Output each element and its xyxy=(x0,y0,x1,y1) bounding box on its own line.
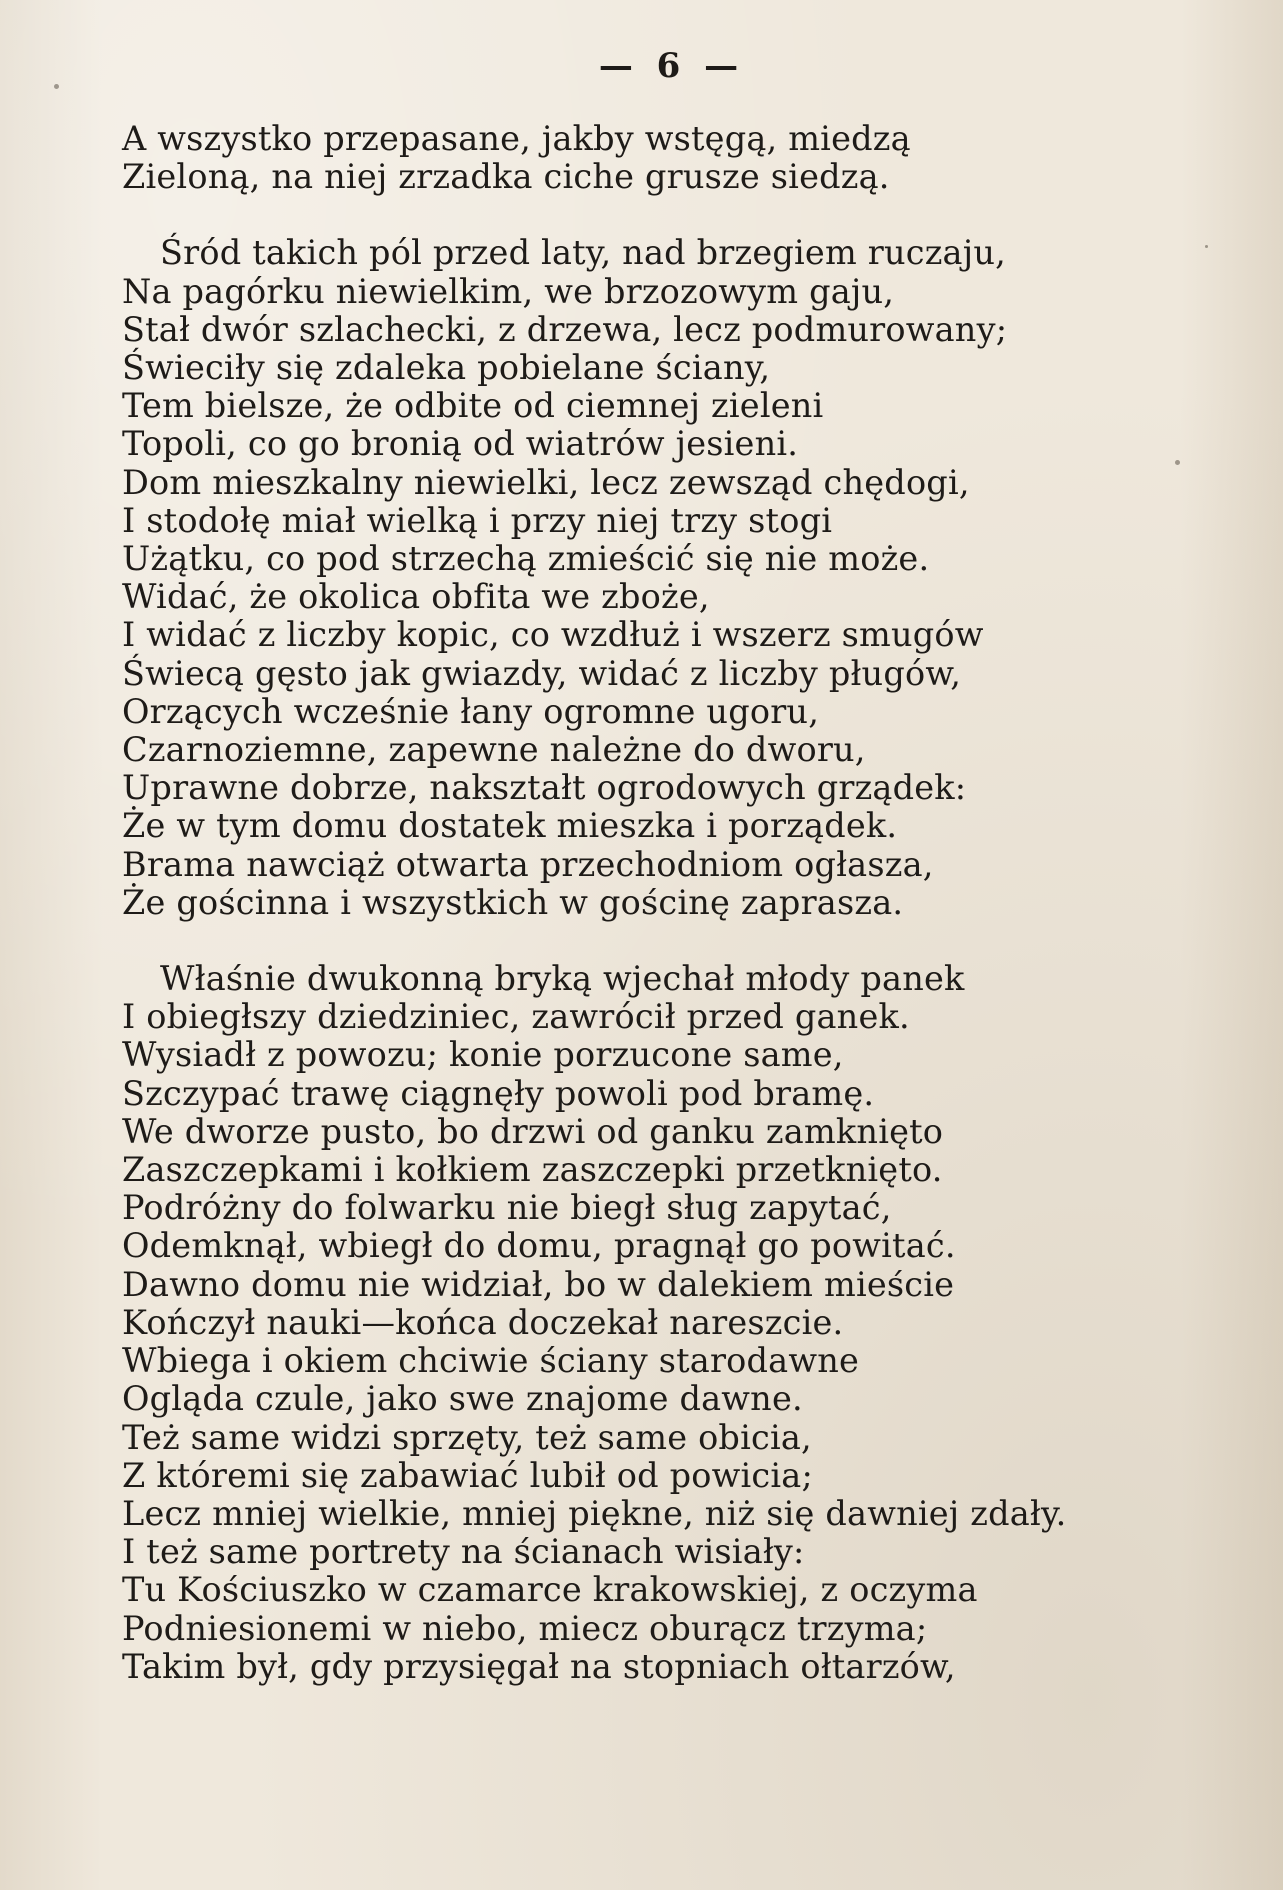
poem-line: Orzących wcześnie łany ogromne ugoru, xyxy=(122,691,820,731)
poem-line: Że gościnna i wszystkich w gościnę zaprasza. xyxy=(122,882,904,922)
poem-line: Świeciły się zdaleka pobielane ściany, xyxy=(122,348,771,388)
poem-line: Stał dwór szlachecki, z drzewa, lecz podmurowany; xyxy=(122,309,1008,349)
poem-text xyxy=(122,120,1242,1686)
poem-line: Wysiadł z powozu; konie porzucone same, xyxy=(122,1035,844,1075)
poem-line: I stodołę miał wielką i przy niej trzy stogi xyxy=(122,500,833,540)
poem-line: I widać z liczby kopic, co wzdłuż i wszerz smugów xyxy=(122,615,984,655)
poem-line: Lecz mniej wielkie, mniej piękne, niż się dawniej zdały. xyxy=(122,1493,1067,1533)
poem-line: Odemknął, wbiegł do domu, pragnął go powitać. xyxy=(122,1226,956,1266)
poem-line: Widać, że okolica obfita we zboże, xyxy=(122,577,710,617)
poem-line: A wszystko przepasane, jakby wstęgą, miedzą xyxy=(122,119,911,158)
stanza-2 xyxy=(122,234,1242,922)
stanza-1 xyxy=(122,120,1242,196)
poem-line: Podniesionemi w niebo, miecz oburącz trzyma; xyxy=(122,1608,928,1648)
paper-speck xyxy=(1175,460,1180,465)
poem-line: I obiegłszy dziedziniec, zawrócił przed ganek. xyxy=(122,997,910,1037)
poem-line: Użątku, co pod strzechą zmieścić się nie może. xyxy=(122,539,930,579)
poem-line: Topoli, co go bronią od wiatrów jesieni. xyxy=(122,424,799,464)
poem-line: Też same widzi sprzęty, też same obicia, xyxy=(122,1417,812,1457)
poem-line: Z któremi się zabawiać lubił od powicia; xyxy=(122,1455,813,1495)
paper-speck xyxy=(54,84,59,89)
poem-line: Dom mieszkalny niewielki, lecz zewsząd chędogi, xyxy=(122,462,970,502)
poem-line: Ogląda czule, jako swe znajome dawne. xyxy=(122,1379,803,1419)
poem-line: Tu Kościuszko w czamarce krakowskiej, z oczyma xyxy=(122,1570,978,1610)
stanza-3 xyxy=(122,960,1242,1686)
poem-line: Właśnie dwukonną bryką wjechał młody panek xyxy=(160,959,965,999)
poem-line: Zieloną, na niej zrzadka ciche grusze siedzą. xyxy=(122,157,890,197)
poem-line: Szczypać trawę ciągnęły powoli pod bramę. xyxy=(122,1073,875,1113)
poem-line: Tem bielsze, że odbite od ciemnej zieleni xyxy=(122,386,824,426)
poem-line: Kończył nauki—końca doczekał nareszcie. xyxy=(122,1302,844,1342)
poem-line: Śród takich pól przed laty, nad brzegiem ruczaju, xyxy=(160,233,1006,273)
poem-line: We dworze pusto, bo drzwi od ganku zamknięto xyxy=(122,1111,944,1151)
poem-line: Że w tym domu dostatek mieszka i porządek. xyxy=(122,806,898,846)
poem-line: Czarnoziemne, zapewne należne do dworu, xyxy=(122,730,866,770)
poem-line: Dawno domu nie widział, bo w dalekiem mieście xyxy=(122,1264,955,1304)
poem-line: Podróżny do folwarku nie biegł sług zapytać, xyxy=(122,1188,892,1228)
poem-line: Wbiega i okiem chciwie ściany starodawne xyxy=(122,1341,860,1381)
poem-line: Na pagórku niewielkim, we brzozowym gaju, xyxy=(122,271,895,311)
poem-line: Zaszczepkami i kołkiem zaszczepki przetknięto. xyxy=(122,1150,943,1190)
page-number: — 6 — xyxy=(598,46,745,86)
poem-line: Takim był, gdy przysięgał na stopniach ołtarzów, xyxy=(122,1646,956,1686)
poem-line: I też same portrety na ścianach wisiały: xyxy=(122,1532,805,1572)
poem-line: Brama nawciąż otwarta przechodniom ogłasza, xyxy=(122,844,934,884)
paper-speck xyxy=(1205,245,1208,248)
poem-line: Świecą gęsto jak gwiazdy, widać z liczby pługów, xyxy=(122,653,962,693)
poem-line: Uprawne dobrze, nakształt ogrodowych grządek: xyxy=(122,768,967,808)
